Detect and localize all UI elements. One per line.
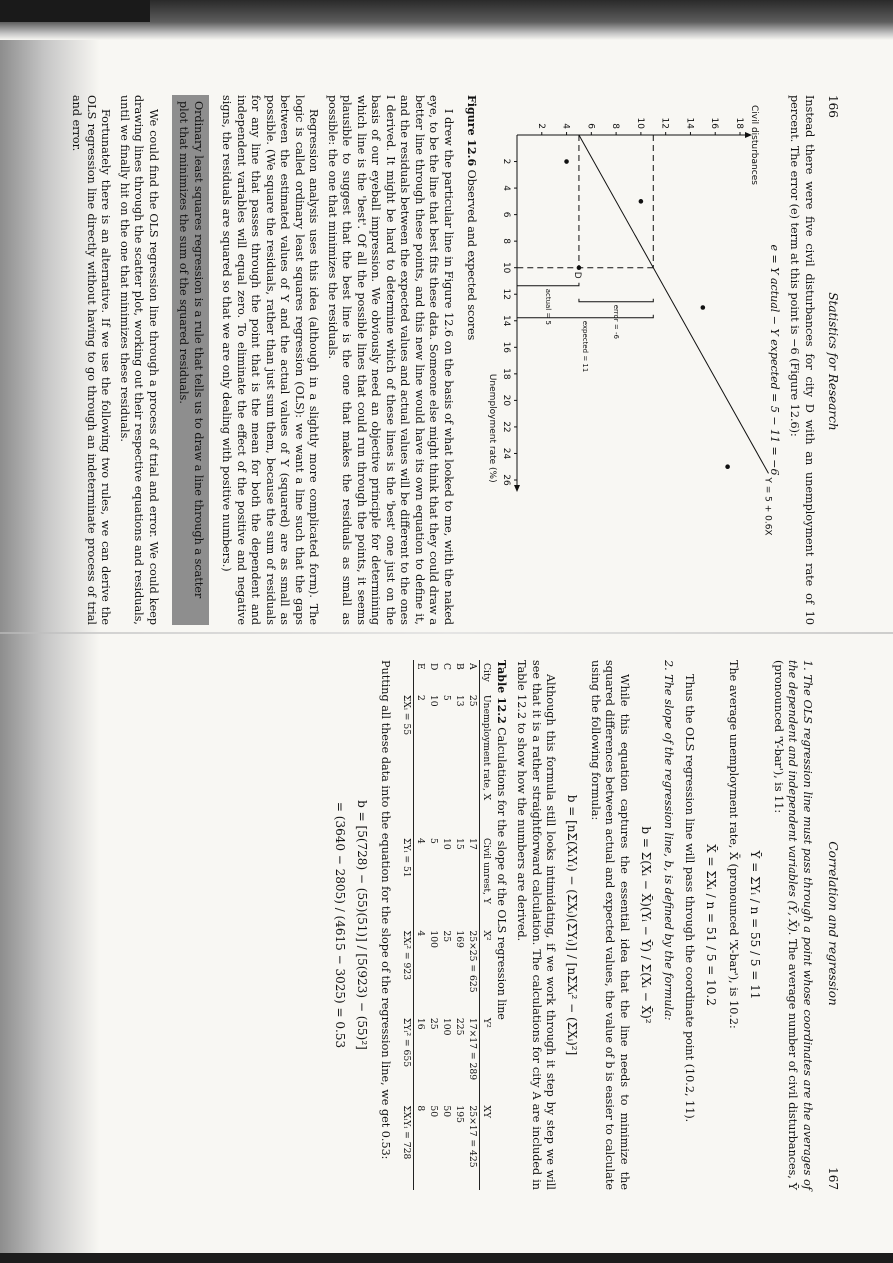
page-167: [100, 660, 840, 1190]
rule-2: [514, 660, 676, 1190]
table-header: X²: [480, 927, 494, 1015]
slope-definition: b = Σ(Xᵢ − X̄)(Yᵢ − Ȳ) / Σ(Xᵢ − X̄)²: [639, 826, 653, 1024]
table-cell: 25×17 = 425: [467, 1105, 478, 1168]
table-cell: 17×17 = 289: [467, 1017, 478, 1081]
table-header: City: [480, 660, 494, 692]
table-cell: 225: [454, 1017, 465, 1036]
table-cell: B: [454, 663, 465, 670]
final-calc-line-2: = (3640 − 2805) / (4615 − 3025) = 0.53: [333, 801, 348, 1049]
table-cell: 169: [454, 930, 465, 948]
table-cell: ΣXᵢ = 55: [400, 692, 414, 835]
x-tick-label: 16: [501, 341, 511, 354]
x-axis-arrow: [514, 485, 520, 492]
running-title: Statistics for Research: [826, 292, 840, 431]
y-tick-label: 6: [585, 123, 596, 129]
y-tick-label: 14: [684, 117, 695, 129]
y-tick-label: 4: [560, 123, 571, 129]
table-header: XY: [480, 1102, 494, 1190]
table-caption-text: Calculations for the slope of the OLS regression line: [495, 727, 508, 1020]
scan-edge-bottom: [0, 1253, 893, 1263]
figure-caption-label: Figure 12.6: [465, 95, 478, 167]
table-cell: 13: [454, 694, 465, 707]
point-label-d: D: [571, 271, 582, 279]
rule-1-head: 1. The OLS regression line must pass through a point whose coordinates are the averages of the dependent and independent variables (Ȳ, X̄).: [786, 660, 814, 1190]
figure-caption: [465, 95, 478, 625]
y-axis-label: Civil disturbances: [749, 105, 759, 185]
table-cell: 100: [428, 930, 439, 948]
x-tick-label: 22: [501, 421, 511, 433]
table-cell: 4: [415, 930, 426, 937]
table-header: Civil unrest, Y: [480, 835, 494, 927]
x-axis-label: Unemployment rate (%): [487, 373, 497, 483]
table-cell: ΣXᵢYᵢ = 728: [400, 1102, 414, 1190]
table-cell: 15: [454, 838, 465, 850]
figure-12-6: [482, 95, 773, 536]
table-cell: 100: [441, 1017, 452, 1036]
intro-paragraph: Instead there were five civil disturbances for city D with an unemployment rate of 10 percent. The error (e) term at this point is −6 (Figure 12.6):: [788, 95, 816, 625]
actual-bracket: [517, 283, 579, 286]
table-row: [427, 660, 440, 1190]
table-cell: ΣYᵢ² = 655: [400, 1015, 414, 1103]
book-spine: [0, 632, 893, 634]
table-cell: 195: [454, 1105, 465, 1123]
running-title: Correlation and regression: [826, 841, 840, 1006]
x-tick-label: 14: [501, 315, 511, 327]
final-calc-line-1: b = [5(728) − (55)(51)] / [5(923) − (55)²]: [355, 800, 370, 1050]
y-tick-label: 18: [734, 117, 744, 129]
x-tick-label: 10: [501, 261, 511, 274]
x-tick-label: 8: [501, 238, 511, 245]
running-head: [826, 660, 840, 1190]
xbar-formula: X̄ = ΣXᵢ / n = 51 / 5 = 10.2: [704, 844, 718, 1006]
slope-calculation-formula: b = [nΣ(XᵢYᵢ) − (ΣXᵢ)(ΣYᵢ)] / [nΣXᵢ² − (ΣXᵢ)²]: [565, 794, 580, 1056]
paragraph-1: I drew the particular line in Figure 12.6 on the basis of what looked to me, with the naked eye, to be the line that best fits these data. Someone else might think that they could draw a better line through these points, and this new line would have its own equation to define it, and the residuals between the expected values and actual values will be different to the ones I derived. It might be hard to determine which of these lines is the 'best' one just on the basis of our eyeball impression. We obviously need an objective principle for determining which line is the 'best'. Of all the possible lines that could run through the points, it seems plausible to suggest that the best line is the one that makes the residuals as small as possible: the one that minimizes the residuals.: [326, 95, 455, 625]
table-cell: 17: [467, 838, 478, 850]
expected-annotation: expected = 11: [581, 320, 590, 373]
scatter-chart: [482, 95, 773, 536]
y-tick-label: 8: [610, 123, 621, 129]
y-tick-label: 12: [659, 117, 670, 129]
x-tick-label: 2: [501, 158, 511, 165]
table-cell: 25: [428, 1017, 439, 1030]
table-cell: 25: [441, 930, 452, 943]
table-cell: 4: [415, 838, 426, 844]
paragraph-2: Regression analysis uses this idea (although in a slightly more complicated form). The logic is called ordinary least squares regression (OLS): we want a line such that the gaps between the estimated values of Y and the actual values of Y (squared) are as small as possible. (We square the residuals, rather than just sum them, because the sum of residuals for any line that passes through the point that is the mean for both the dependent and independent variables will equal zero. To eliminate the effect of the positive and negative signs, the residuals are squared so that we are only dealing with positive numbers.): [220, 95, 321, 625]
y-tick-label: 10: [634, 117, 645, 129]
table-header-row: [480, 660, 494, 1190]
table-header: Y²: [480, 1015, 494, 1103]
scan-shadow-top: [0, 0, 893, 40]
definition-box: Ordinary least squares regression is a rule that tells us to draw a line through a scatter plot that minimizes the sum of the squared residuals.: [172, 95, 209, 625]
regression-line: [579, 135, 769, 473]
running-head: [826, 95, 840, 625]
x-tick-label: 18: [501, 368, 511, 380]
table-cell: 50: [428, 1105, 439, 1118]
pass-through-text: Thus the OLS regression line will pass through the coordinate point (10.2, 11).: [683, 674, 696, 1123]
table-cell: 10: [441, 838, 452, 850]
table-cell: ΣXᵢ² = 923: [400, 927, 414, 1015]
table-caption-label: Table 12.2: [495, 660, 508, 724]
table-caption: [495, 660, 508, 1190]
page-number: 167: [826, 1167, 840, 1190]
although-paragraph: Although this formula still looks intimidating, if we work through it step by step we will see that it is a rather straightforward calculation. The calculations for city A are included in Table 12.2 to show how the numbers are derived.: [515, 660, 558, 1190]
table-cell: E: [415, 663, 426, 670]
data-point: [639, 199, 644, 204]
xbar-text: The average unemployment rate, X̄ (pronounced 'X-bar'), is 10.2:: [727, 660, 741, 1029]
x-tick-label: 6: [501, 211, 511, 218]
data-point: [725, 464, 730, 469]
table-cell: 2: [415, 694, 426, 701]
table-cell: 8: [415, 1105, 426, 1112]
regression-line-label: Y = 5 + 0.6X: [762, 477, 773, 536]
expected-bracket: [517, 315, 653, 318]
error-annotation: error = -6: [612, 304, 621, 339]
rule-1: [682, 660, 815, 1190]
table-cell: 25×25 = 625: [467, 930, 478, 993]
x-tick-label: 20: [501, 394, 511, 407]
paragraph-4: Fortunately there is an alternative. If we use the following two rules, we can derive the OLS regression line directly without having to go through an indeterminate process of trial and error.: [70, 95, 113, 625]
rule-1-text: The average number of civil disturbances, Ȳ (pronounced 'Y-bar'), is 11:: [772, 660, 800, 1190]
data-point: [701, 305, 706, 310]
table-cell: A: [467, 663, 478, 670]
table-row: [453, 660, 466, 1190]
table-cell: 16: [415, 1017, 426, 1030]
table-cell: 5: [428, 838, 439, 844]
table-row: [414, 660, 428, 1190]
putting-paragraph: Putting all these data into the equation for the slope of the regression line, we get 0.53:: [379, 660, 392, 1160]
table-cell: ΣYᵢ = 51: [400, 835, 414, 927]
table-header: Unemployment rate, X: [480, 692, 494, 835]
table-row: [466, 660, 480, 1190]
actual-annotation: actual = 5: [543, 288, 552, 326]
x-tick-label: 12: [501, 288, 511, 300]
x-tick-label: 4: [501, 185, 511, 191]
error-equation: e = Y actual − Y expected = 5 − 11 = −6: [768, 244, 781, 476]
x-tick-label: 24: [501, 447, 511, 460]
table-cell: 50: [441, 1105, 452, 1118]
table-cell: 10: [428, 694, 439, 707]
table-totals-row: [400, 660, 414, 1190]
table-12-2: [400, 660, 493, 1190]
table-cell: C: [441, 663, 452, 671]
table-cell: 25: [467, 694, 478, 707]
rule-2-head: 2. The slope of the regression line, b, is defined by the formula:: [662, 660, 676, 1021]
data-point: [564, 159, 569, 164]
table-cell: D: [428, 663, 439, 671]
paragraph-3: We could find the OLS regression line through a process of trial and error. We could keep drawing lines through the scatter plot, working out their respective equations and residuals, until we finally hit on the one that minimizes these residuals.: [118, 95, 160, 625]
ybar-formula: Ȳ = ΣYᵢ / n = 55 / 5 = 11: [748, 850, 763, 1000]
page-166: [70, 95, 840, 625]
table-cell: 5: [441, 694, 452, 701]
error-bracket: [579, 299, 653, 302]
table-cell: [400, 660, 414, 692]
figure-caption-text: Observed and expected scores: [465, 169, 478, 341]
x-tick-label: 26: [501, 474, 511, 486]
y-tick-label: 2: [535, 123, 546, 129]
while-paragraph: While this equation captures the essential idea that the line needs to minimize the squared differences between actual and expected values, the value of b is easier to calculate using the following formula:: [589, 660, 631, 1190]
page-number: 166: [826, 95, 840, 118]
y-tick-label: 16: [709, 117, 720, 129]
table-row: [440, 660, 453, 1190]
